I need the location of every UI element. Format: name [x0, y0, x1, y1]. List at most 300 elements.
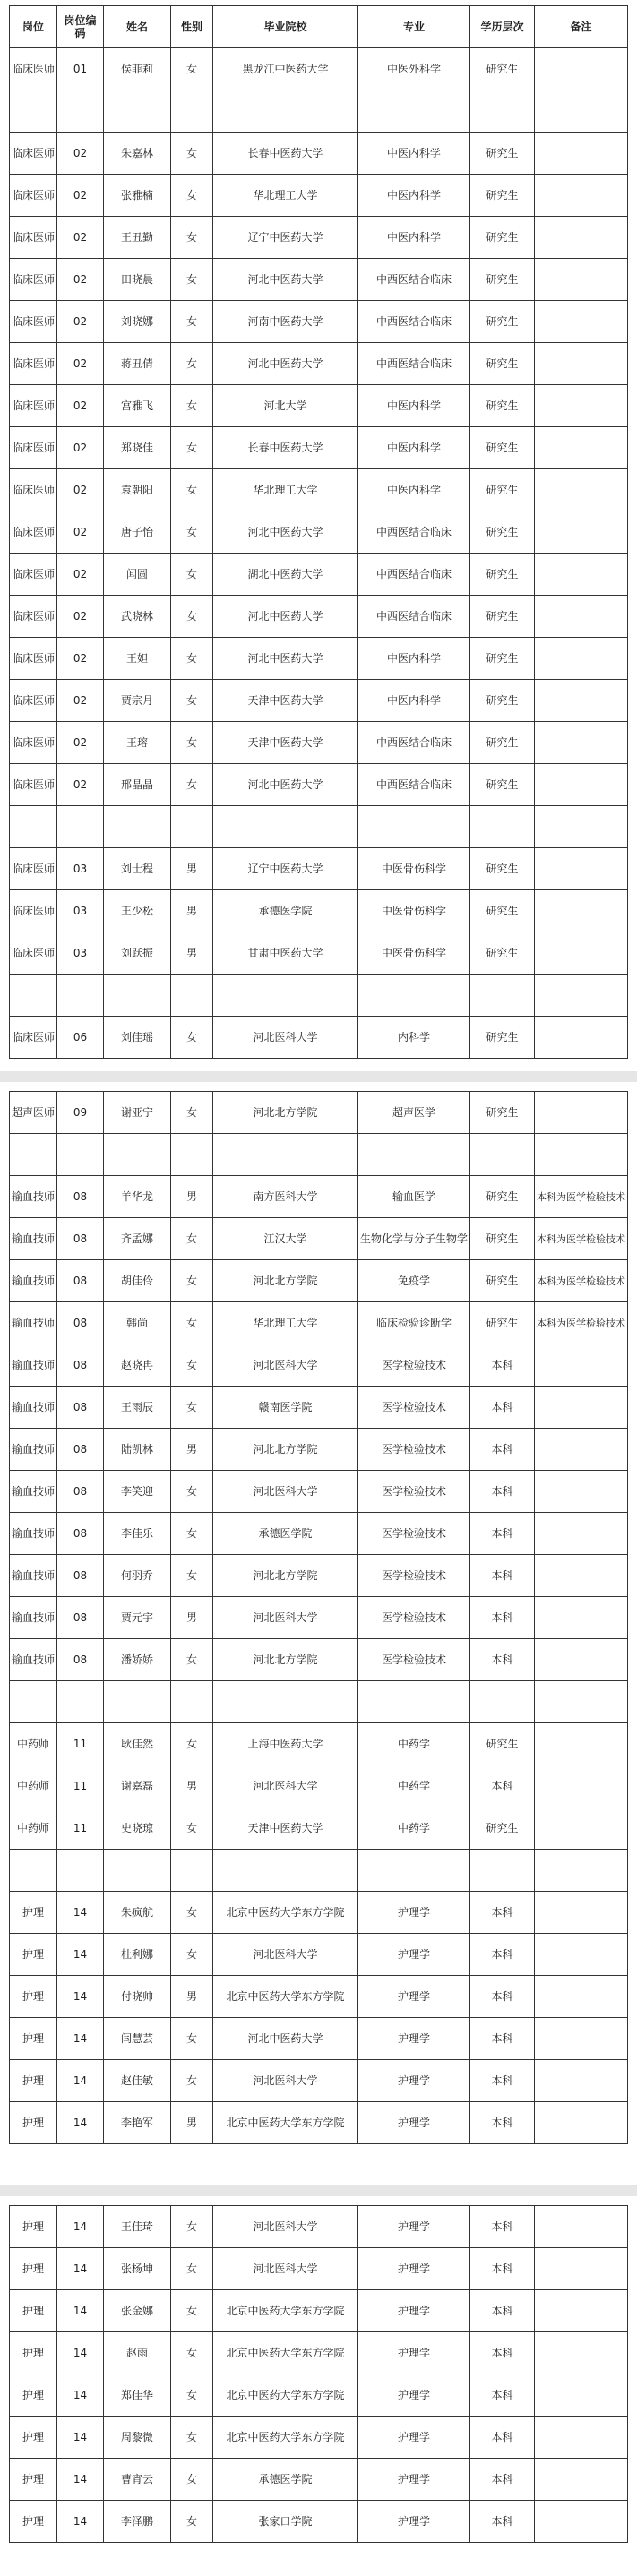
blank-cell	[57, 1681, 104, 1723]
cell-post: 临床医师	[10, 133, 57, 175]
cell-degree: 本科	[470, 1765, 535, 1807]
cell-code: 08	[57, 1176, 104, 1218]
cell-post: 护理	[10, 2332, 57, 2374]
cell-major: 超声医学	[358, 1092, 470, 1134]
cell-note	[535, 2459, 628, 2501]
cell-degree: 研究生	[470, 932, 535, 975]
cell-gender: 女	[171, 2374, 213, 2417]
cell-note	[535, 259, 628, 301]
cell-note	[535, 1387, 628, 1429]
blank-cell	[213, 1850, 358, 1892]
cell-code: 02	[57, 427, 104, 469]
cell-name: 刘晓娜	[104, 301, 171, 343]
blank-cell	[57, 90, 104, 133]
cell-note	[535, 1639, 628, 1681]
cell-code: 14	[57, 2332, 104, 2374]
cell-school: 华北理工大学	[213, 1302, 358, 1344]
cell-post: 输血技师	[10, 1344, 57, 1387]
cell-gender: 男	[171, 1976, 213, 2018]
cell-post: 输血技师	[10, 1260, 57, 1302]
cell-name: 何羽乔	[104, 1555, 171, 1597]
cell-degree: 研究生	[470, 722, 535, 764]
blank-cell	[10, 90, 57, 133]
cell-major: 中西医结合临床	[358, 259, 470, 301]
cell-name: 赵雨	[104, 2332, 171, 2374]
table-row	[10, 848, 628, 890]
cell-code: 02	[57, 469, 104, 511]
cell-school: 辽宁中医药大学	[213, 217, 358, 259]
cell-code: 03	[57, 890, 104, 932]
cell-gender: 男	[171, 1429, 213, 1471]
cell-name: 田晓晨	[104, 259, 171, 301]
blank-cell	[57, 1134, 104, 1176]
cell-school: 河北中医药大学	[213, 2018, 358, 2060]
cell-name: 闫慧芸	[104, 2018, 171, 2060]
cell-major: 护理学	[358, 2459, 470, 2501]
cell-degree: 本科	[470, 1429, 535, 1471]
cell-school: 华北理工大学	[213, 469, 358, 511]
cell-note	[535, 680, 628, 722]
cell-code: 14	[57, 2374, 104, 2417]
cell-major: 护理学	[358, 1934, 470, 1976]
cell-note	[535, 932, 628, 975]
cell-code: 14	[57, 2018, 104, 2060]
cell-name: 蒋丑倩	[104, 343, 171, 385]
cell-major: 医学检验技术	[358, 1387, 470, 1429]
cell-note	[535, 2248, 628, 2290]
blank-cell	[470, 90, 535, 133]
cell-major: 医学检验技术	[358, 1513, 470, 1555]
table-row	[10, 1976, 628, 2018]
cell-note	[535, 2018, 628, 2060]
table-row	[10, 175, 628, 217]
cell-note	[535, 1976, 628, 2018]
cell-school: 河北医科大学	[213, 1344, 358, 1387]
cell-post: 护理	[10, 2206, 57, 2248]
cell-gender: 女	[171, 2417, 213, 2459]
cell-gender: 女	[171, 1092, 213, 1134]
cell-degree: 研究生	[470, 301, 535, 343]
cell-name: 胡佳伶	[104, 1260, 171, 1302]
cell-note	[535, 2060, 628, 2102]
table-body-1	[10, 48, 628, 1059]
cell-degree: 研究生	[470, 596, 535, 638]
cell-degree: 本科	[470, 1344, 535, 1387]
cell-school: 北京中医药大学东方学院	[213, 2374, 358, 2417]
cell-code: 14	[57, 2206, 104, 2248]
cell-code: 08	[57, 1513, 104, 1555]
cell-school: 华北理工大学	[213, 175, 358, 217]
cell-school: 河南中医药大学	[213, 301, 358, 343]
cell-degree: 研究生	[470, 48, 535, 90]
table-row	[10, 259, 628, 301]
cell-post: 输血技师	[10, 1387, 57, 1429]
cell-major: 中医骨伤科学	[358, 848, 470, 890]
blank-cell	[470, 1681, 535, 1723]
cell-code: 14	[57, 1934, 104, 1976]
blank-cell	[10, 1850, 57, 1892]
cell-school: 北京中医药大学东方学院	[213, 1892, 358, 1934]
cell-major: 中医内科学	[358, 175, 470, 217]
cell-gender: 女	[171, 511, 213, 554]
table-row	[10, 48, 628, 90]
cell-school: 河北中医药大学	[213, 343, 358, 385]
cell-name: 张杨坤	[104, 2248, 171, 2290]
cell-degree: 本科	[470, 2248, 535, 2290]
table-row	[10, 217, 628, 259]
table-row	[10, 1934, 628, 1976]
blank-cell	[10, 975, 57, 1017]
blank-cell	[104, 806, 171, 848]
cell-post: 输血技师	[10, 1555, 57, 1597]
cell-name: 王妲	[104, 638, 171, 680]
cell-major: 中医内科学	[358, 427, 470, 469]
cell-degree: 研究生	[470, 1807, 535, 1850]
cell-code: 02	[57, 133, 104, 175]
blank-cell	[104, 975, 171, 1017]
table-body-3	[10, 2206, 628, 2543]
cell-name: 郑佳华	[104, 2374, 171, 2417]
cell-note	[535, 1597, 628, 1639]
cell-code: 14	[57, 2102, 104, 2144]
cell-note	[535, 133, 628, 175]
cell-post: 护理	[10, 2018, 57, 2060]
table-row	[10, 1597, 628, 1639]
cell-code: 08	[57, 1639, 104, 1681]
table-row	[10, 1892, 628, 1934]
blank-cell	[358, 1681, 470, 1723]
cell-degree: 本科	[470, 2290, 535, 2332]
cell-gender: 女	[171, 1807, 213, 1850]
cell-major: 护理学	[358, 2374, 470, 2417]
cell-degree: 研究生	[470, 1017, 535, 1059]
table-row	[10, 2459, 628, 2501]
cell-note	[535, 2290, 628, 2332]
cell-gender: 男	[171, 848, 213, 890]
cell-major: 中医内科学	[358, 469, 470, 511]
cell-degree: 本科	[470, 2018, 535, 2060]
cell-note: 本科为医学检验技术	[535, 1260, 628, 1302]
blank-cell	[57, 806, 104, 848]
cell-code: 14	[57, 2501, 104, 2543]
cell-note	[535, 217, 628, 259]
cell-name: 王佳琦	[104, 2206, 171, 2248]
table-row	[10, 638, 628, 680]
cell-code: 02	[57, 217, 104, 259]
cell-school: 江汉大学	[213, 1218, 358, 1260]
cell-degree: 本科	[470, 1597, 535, 1639]
cell-note	[535, 343, 628, 385]
cell-post: 临床医师	[10, 48, 57, 90]
blank-cell	[10, 1134, 57, 1176]
cell-gender: 男	[171, 1765, 213, 1807]
cell-post: 输血技师	[10, 1218, 57, 1260]
cell-code: 11	[57, 1765, 104, 1807]
cell-note	[535, 1934, 628, 1976]
cell-note	[535, 596, 628, 638]
cell-major: 护理学	[358, 2248, 470, 2290]
cell-name: 李泽鹏	[104, 2501, 171, 2543]
cell-post: 输血技师	[10, 1513, 57, 1555]
table-row	[10, 764, 628, 806]
cell-post: 中药师	[10, 1723, 57, 1765]
blank-cell	[535, 975, 628, 1017]
cell-post: 临床医师	[10, 680, 57, 722]
blank-cell	[470, 1850, 535, 1892]
cell-major: 中西医结合临床	[358, 722, 470, 764]
cell-degree: 本科	[470, 2374, 535, 2417]
cell-post: 护理	[10, 1892, 57, 1934]
cell-school: 北京中医药大学东方学院	[213, 2417, 358, 2459]
cell-school: 承德医学院	[213, 2459, 358, 2501]
cell-name: 李笑迎	[104, 1471, 171, 1513]
cell-code: 09	[57, 1092, 104, 1134]
blank-cell	[213, 1681, 358, 1723]
cell-degree: 本科	[470, 2102, 535, 2144]
table-row	[10, 680, 628, 722]
cell-major: 医学检验技术	[358, 1471, 470, 1513]
cell-post: 临床医师	[10, 890, 57, 932]
cell-code: 02	[57, 722, 104, 764]
cell-gender: 女	[171, 217, 213, 259]
cell-major: 中医外科学	[358, 48, 470, 90]
cell-name: 陆凯林	[104, 1429, 171, 1471]
cell-gender: 男	[171, 1597, 213, 1639]
cell-name: 赵佳敏	[104, 2060, 171, 2102]
cell-code: 01	[57, 48, 104, 90]
blank-cell	[104, 1850, 171, 1892]
cell-note	[535, 2332, 628, 2374]
blank-cell	[171, 1850, 213, 1892]
cell-degree: 研究生	[470, 1302, 535, 1344]
cell-major: 护理学	[358, 1976, 470, 2018]
cell-gender: 女	[171, 638, 213, 680]
cell-code: 08	[57, 1387, 104, 1429]
cell-post: 护理	[10, 2374, 57, 2417]
cell-school: 河北医科大学	[213, 1471, 358, 1513]
cell-note	[535, 1555, 628, 1597]
cell-major: 生物化学与分子生物学	[358, 1218, 470, 1260]
cell-school: 承德医学院	[213, 1513, 358, 1555]
cell-major: 护理学	[358, 2206, 470, 2248]
table-row	[10, 1429, 628, 1471]
table-header-row	[10, 6, 628, 48]
cell-note	[535, 764, 628, 806]
cell-degree: 本科	[470, 1387, 535, 1429]
cell-code: 08	[57, 1597, 104, 1639]
cell-degree: 研究生	[470, 1092, 535, 1134]
cell-major: 护理学	[358, 2290, 470, 2332]
table-row	[10, 343, 628, 385]
cell-gender: 女	[171, 1344, 213, 1387]
cell-name: 刘士程	[104, 848, 171, 890]
cell-name: 王丑勤	[104, 217, 171, 259]
cell-post: 超声医师	[10, 1092, 57, 1134]
cell-degree: 研究生	[470, 1176, 535, 1218]
cell-gender: 男	[171, 1176, 213, 1218]
cell-school: 河北医科大学	[213, 1597, 358, 1639]
table-row	[10, 301, 628, 343]
cell-note	[535, 175, 628, 217]
cell-note	[535, 1765, 628, 1807]
table-row	[10, 2060, 628, 2102]
cell-school: 河北医科大学	[213, 2206, 358, 2248]
cell-school: 河北中医药大学	[213, 596, 358, 638]
cell-major: 内科学	[358, 1017, 470, 1059]
cell-major: 中西医结合临床	[358, 301, 470, 343]
cell-name: 贾宗月	[104, 680, 171, 722]
cell-major: 中医骨伤科学	[358, 890, 470, 932]
cell-school: 河北北方学院	[213, 1260, 358, 1302]
cell-post: 护理	[10, 2417, 57, 2459]
cell-name: 郑晓佳	[104, 427, 171, 469]
cell-major: 中医内科学	[358, 638, 470, 680]
cell-post: 中药师	[10, 1807, 57, 1850]
cell-note	[535, 469, 628, 511]
blank-cell	[535, 90, 628, 133]
cell-post: 输血技师	[10, 1639, 57, 1681]
blank-row	[10, 806, 628, 848]
header-degree: 学历层次	[470, 6, 535, 48]
cell-note	[535, 1723, 628, 1765]
cell-degree: 研究生	[470, 764, 535, 806]
cell-school: 湖北中医药大学	[213, 554, 358, 596]
cell-gender: 女	[171, 722, 213, 764]
cell-note	[535, 2501, 628, 2543]
cell-post: 临床医师	[10, 217, 57, 259]
table-row	[10, 511, 628, 554]
cell-code: 14	[57, 1976, 104, 2018]
table-row	[10, 1387, 628, 1429]
cell-degree: 研究生	[470, 343, 535, 385]
table-row	[10, 2102, 628, 2144]
cell-major: 免疫学	[358, 1260, 470, 1302]
cell-post: 输血技师	[10, 1471, 57, 1513]
cell-school: 河北中医药大学	[213, 259, 358, 301]
cell-degree: 研究生	[470, 890, 535, 932]
table-row	[10, 2501, 628, 2543]
cell-post: 中药师	[10, 1765, 57, 1807]
cell-degree: 本科	[470, 2206, 535, 2248]
cell-gender: 女	[171, 596, 213, 638]
cell-note	[535, 2374, 628, 2417]
table-page-2	[0, 1082, 637, 2179]
table-row	[10, 133, 628, 175]
cell-name: 袁朝阳	[104, 469, 171, 511]
cell-gender: 女	[171, 133, 213, 175]
cell-code: 02	[57, 259, 104, 301]
header-name: 姓名	[104, 6, 171, 48]
cell-major: 医学检验技术	[358, 1555, 470, 1597]
cell-gender: 女	[171, 1260, 213, 1302]
cell-gender: 女	[171, 1218, 213, 1260]
cell-gender: 女	[171, 1639, 213, 1681]
cell-code: 02	[57, 638, 104, 680]
table-row	[10, 890, 628, 932]
cell-degree: 研究生	[470, 1723, 535, 1765]
table-row	[10, 1555, 628, 1597]
cell-school: 河北中医药大学	[213, 764, 358, 806]
cell-school: 北京中医药大学东方学院	[213, 2290, 358, 2332]
cell-note	[535, 48, 628, 90]
cell-school: 河北北方学院	[213, 1639, 358, 1681]
cell-name: 李艳军	[104, 2102, 171, 2144]
cell-major: 中西医结合临床	[358, 764, 470, 806]
blank-cell	[104, 90, 171, 133]
cell-school: 北京中医药大学东方学院	[213, 2332, 358, 2374]
blank-cell	[535, 1681, 628, 1723]
blank-cell	[171, 1681, 213, 1723]
cell-degree: 研究生	[470, 638, 535, 680]
cell-post: 临床医师	[10, 722, 57, 764]
cell-name: 张金娜	[104, 2290, 171, 2332]
cell-major: 临床检验诊断学	[358, 1302, 470, 1344]
cell-post: 临床医师	[10, 469, 57, 511]
cell-gender: 女	[171, 1555, 213, 1597]
cell-major: 护理学	[358, 2332, 470, 2374]
cell-post: 临床医师	[10, 638, 57, 680]
blank-row	[10, 1681, 628, 1723]
cell-code: 02	[57, 175, 104, 217]
cell-gender: 女	[171, 2501, 213, 2543]
cell-gender: 女	[171, 764, 213, 806]
cell-name: 羊华龙	[104, 1176, 171, 1218]
table-row	[10, 1471, 628, 1513]
cell-school: 河北医科大学	[213, 2248, 358, 2290]
cell-note	[535, 1471, 628, 1513]
cell-name: 侯菲莉	[104, 48, 171, 90]
cell-degree: 研究生	[470, 680, 535, 722]
cell-gender: 女	[171, 2018, 213, 2060]
cell-gender: 男	[171, 2102, 213, 2144]
cell-post: 临床医师	[10, 848, 57, 890]
cell-name: 付晓帅	[104, 1976, 171, 2018]
cell-name: 杜利娜	[104, 1934, 171, 1976]
cell-gender: 女	[171, 2060, 213, 2102]
cell-major: 中药学	[358, 1723, 470, 1765]
cell-gender: 女	[171, 2290, 213, 2332]
cell-degree: 研究生	[470, 217, 535, 259]
cell-code: 08	[57, 1302, 104, 1344]
table-row	[10, 1513, 628, 1555]
cell-code: 02	[57, 385, 104, 427]
cell-school: 甘肃中医药大学	[213, 932, 358, 975]
cell-name: 宫雅飞	[104, 385, 171, 427]
table-row	[10, 1639, 628, 1681]
cell-degree: 本科	[470, 1513, 535, 1555]
cell-school: 赣南医学院	[213, 1387, 358, 1429]
table-body-2	[10, 1092, 628, 2144]
cell-school: 承德医学院	[213, 890, 358, 932]
cell-degree: 研究生	[470, 175, 535, 217]
cell-gender: 男	[171, 890, 213, 932]
cell-school: 南方医科大学	[213, 1176, 358, 1218]
cell-major: 中医内科学	[358, 385, 470, 427]
cell-note	[535, 2206, 628, 2248]
header-code: 岗位编码	[57, 6, 104, 48]
cell-degree: 研究生	[470, 133, 535, 175]
cell-code: 02	[57, 301, 104, 343]
blank-row	[10, 90, 628, 133]
header-note: 备注	[535, 6, 628, 48]
cell-code: 11	[57, 1807, 104, 1850]
cell-post: 临床医师	[10, 596, 57, 638]
cell-name: 谢亚宁	[104, 1092, 171, 1134]
cell-gender: 女	[171, 2206, 213, 2248]
table-row	[10, 385, 628, 427]
blank-cell	[10, 806, 57, 848]
cell-name: 潘娇娇	[104, 1639, 171, 1681]
